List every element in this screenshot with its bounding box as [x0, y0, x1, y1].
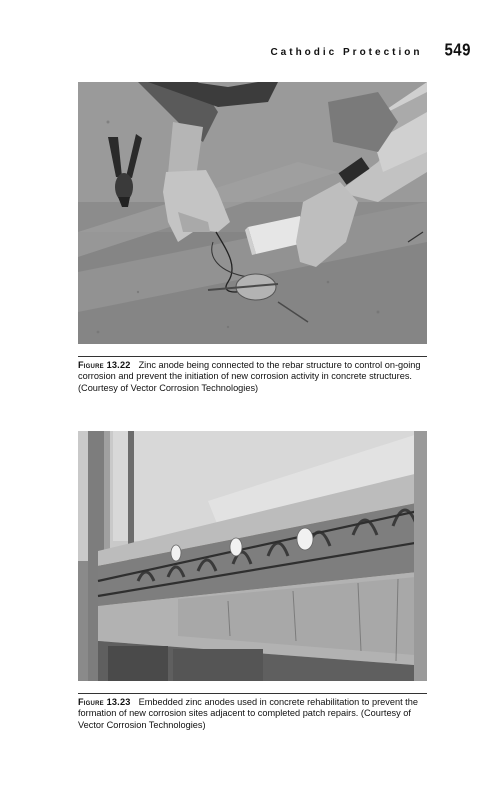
- figure-caption-text: Embedded zinc anodes used in concrete rehabilitation to prevent the formation of new corrosion sites adjacent to completed patch repairs. (Courtesy of Vector Corrosion Technologies): [78, 697, 418, 730]
- caption-rule: [78, 693, 427, 694]
- photo-zinc-anode-hands: [78, 82, 427, 344]
- caption-rule: [78, 356, 427, 357]
- section-title: Cathodic Protection: [270, 47, 423, 58]
- figure-caption: [78, 697, 427, 731]
- figure-caption-text: Zinc anode being connected to the rebar structure to control on-going corrosion and prevent the initiation of new corrosion activity in concrete structures. (Courtesy of Vector Corrosion Technologies): [78, 360, 421, 393]
- figure-label: Figure 13.23: [78, 697, 131, 707]
- photo-concrete-rehabilitation: [78, 431, 427, 681]
- page-number: 549: [444, 40, 471, 61]
- figure-13-23: [78, 431, 427, 731]
- figure-13-22: [78, 82, 427, 394]
- figure-photo-zinc-anode-connection: [78, 82, 427, 344]
- figure-caption: [78, 360, 427, 394]
- running-head: [78, 42, 471, 60]
- figure-photo-embedded-zinc-anodes: [78, 431, 427, 681]
- figure-label: Figure 13.22: [78, 360, 131, 370]
